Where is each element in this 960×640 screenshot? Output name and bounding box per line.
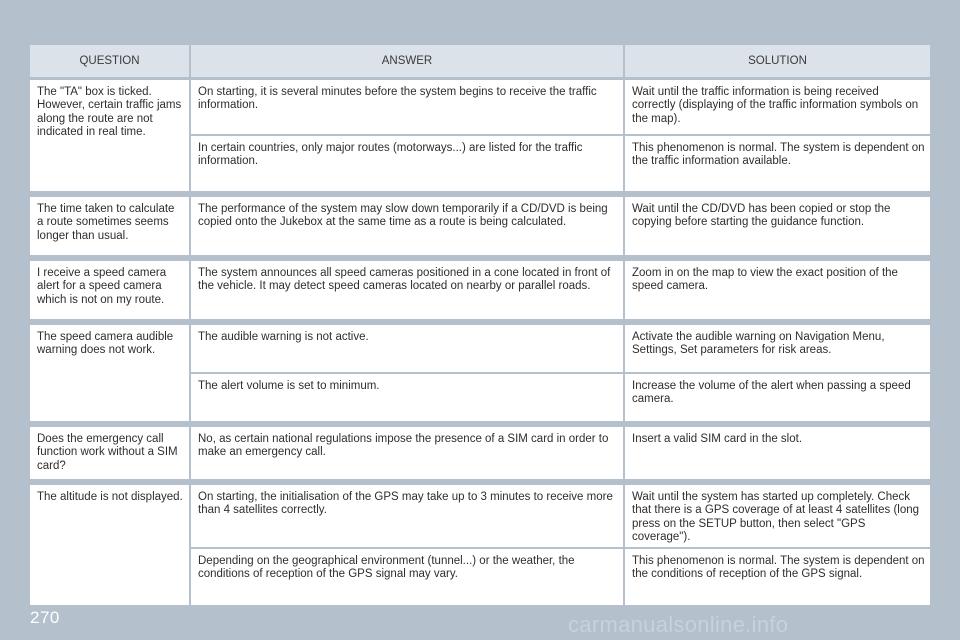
solution-cell: Wait until the traffic information is being received correctly (displaying of the traffic information symbols on the map). <box>625 80 930 134</box>
answer-cell: Depending on the geographical environment (tunnel...) or the weather, the conditions of reception of the GPS signal may vary. <box>191 549 623 605</box>
answer-cell: On starting, the initialisation of the GPS may take up to 3 minutes to receive more than 4 satellites correctly. <box>191 485 623 547</box>
question-cell: The speed camera audible warning does not work. <box>30 325 189 421</box>
troubleshooting-table <box>30 45 930 605</box>
solution-cell: This phenomenon is normal. The system is dependent on the traffic information available. <box>625 136 930 191</box>
question-cell: The "TA" box is ticked. However, certain traffic jams along the route are not indicated in real time. <box>30 80 189 191</box>
question-cell: The time taken to calculate a route sometimes seems longer than usual. <box>30 197 189 255</box>
solution-cell: Activate the audible warning on Navigation Menu, Settings, Set parameters for risk areas. <box>625 325 930 372</box>
answer-cell: The audible warning is not active. <box>191 325 623 372</box>
site-watermark: carmanualsonline.info <box>568 612 789 637</box>
solution-cell: Wait until the CD/DVD has been copied or stop the copying before starting the guidance function. <box>625 197 930 255</box>
table-group <box>30 261 930 319</box>
header-solution: SOLUTION <box>625 45 930 77</box>
answer-cell: No, as certain national regulations impose the presence of a SIM card in order to make an emergency call. <box>191 427 623 479</box>
header-answer: ANSWER <box>191 45 623 77</box>
table-group <box>30 485 930 605</box>
solution-cell: Increase the volume of the alert when passing a speed camera. <box>625 374 930 421</box>
table-group <box>30 80 930 191</box>
table-group <box>30 427 930 479</box>
question-cell: Does the emergency call function work without a SIM card? <box>30 427 189 479</box>
answer-cell: The alert volume is set to minimum. <box>191 374 623 421</box>
answer-cell: The performance of the system may slow down temporarily if a CD/DVD is being copied onto the Jukebox at the same time as a route is being calculated. <box>191 197 623 255</box>
header-question: QUESTION <box>30 45 189 77</box>
solution-cell: Zoom in on the map to view the exact position of the speed camera. <box>625 261 930 319</box>
question-cell: I receive a speed camera alert for a speed camera which is not on my route. <box>30 261 189 319</box>
solution-cell: This phenomenon is normal. The system is dependent on the conditions of reception of the GPS signal. <box>625 549 930 605</box>
answer-cell: On starting, it is several minutes before the system begins to receive the traffic information. <box>191 80 623 134</box>
table-group <box>30 197 930 255</box>
page-number: 270 <box>30 608 60 627</box>
question-cell: The altitude is not displayed. <box>30 485 189 605</box>
table-group <box>30 325 930 421</box>
answer-cell: In certain countries, only major routes (motorways...) are listed for the traffic information. <box>191 136 623 191</box>
solution-cell: Wait until the system has started up completely. Check that there is a GPS coverage of at least 4 satellites (long press on the SETUP button, then select "GPS coverage"). <box>625 485 930 547</box>
table-header <box>30 45 930 77</box>
answer-cell: The system announces all speed cameras positioned in a cone located in front of the vehicle. It may detect speed cameras located on nearby or parallel roads. <box>191 261 623 319</box>
solution-cell: Insert a valid SIM card in the slot. <box>625 427 930 479</box>
